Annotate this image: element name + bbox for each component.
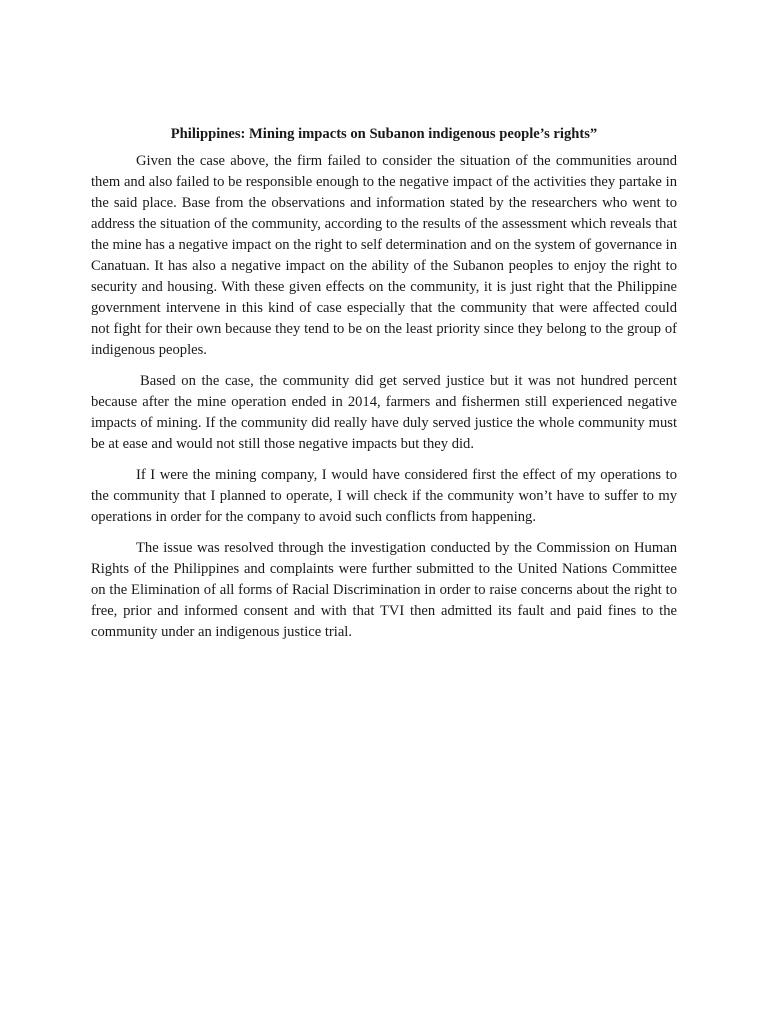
document-body: [91, 124, 677, 653]
paragraph-case-analysis: Given the case above, the firm failed to consider the situation of the communities around them and also failed to be responsible enough to the negative impact of the activities they partake in the said place. Base from the observations and information stated by the researchers who went to address the situation of the community, according to the results of the assessment which reveals that the mine has a negative impact on the right to self determination and on the system of governance in Canatuan. It has also a negative impact on the ability of the Subanon peoples to enjoy the right to security and housing. With these given effects on the community, it is just right that the Philippine government intervene in this kind of case especially that the community that were affected could not fight for their own because they tend to be on the least priority since they belong to the group of indigenous peoples.: [91, 153, 678, 358]
paragraph-company-perspective: If I were the mining company, I would have considered first the effect of my operations to the community that I planned to operate, I will check if the community won’t have to suffer to my operations in order for the company to avoid such conflicts from happening.: [91, 467, 677, 525]
paragraph-justice-served: Based on the case, the community did get served justice but it was not hundred percent because after the mine operation ended in 2014, farmers and fishermen still experienced negative impacts of mining. If the community did really have duly served justice the whole community must be at ease and would not still those negative impacts but they did.: [91, 373, 677, 452]
paragraph-resolution: The issue was resolved through the investigation conducted by the Commission on Human Rights of the Philippines and complaints were further submitted to the United Nations Committee on the Elimination of all forms of Racial Discrimination in order to raise concerns about the right to free, prior and informed consent and with that TVI then admitted its fault and paid fines to the community under an indigenous justice trial.: [91, 540, 677, 640]
document-title: Philippines: Mining impacts on Subanon indigenous people’s rights”: [170, 126, 598, 142]
